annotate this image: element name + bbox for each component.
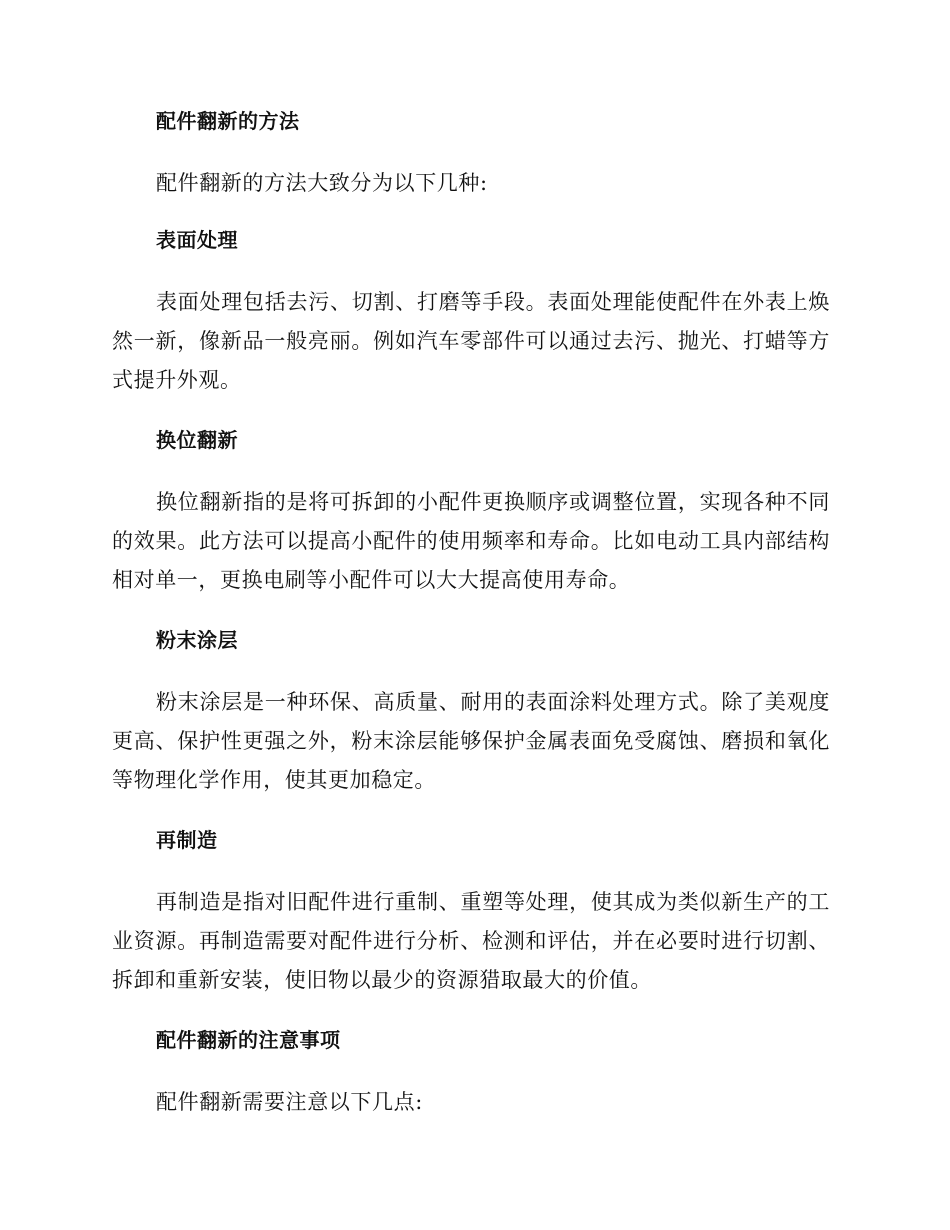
paragraph-powder-coating: 粉末涂层是一种环保、高质量、耐用的表面涂料处理方式。除了美观度更高、保护性更强之外，粉末涂层能够保护金属表面免受腐蚀、磨损和氧化等物理化学作用，使其更加稳定。 [112,690,830,792]
section-heading-remanufacturing: 再制造 [156,828,218,852]
paragraph-methods-intro: 配件翻新的方法大致分为以下几种: [156,171,488,195]
section-heading-precautions: 配件翻新的注意事项 [156,1028,341,1052]
section-heading-surface-treatment: 表面处理 [156,228,238,252]
section-heading-powder-coating: 粉末涂层 [156,628,238,652]
section-heading-position-swap: 换位翻新 [156,428,238,452]
paragraph-position-swap: 换位翻新指的是将可拆卸的小配件更换顺序或调整位置，实现各种不同的效果。此方法可以提高小配件的使用频率和寿命。比如电动工具内部结构相对单一，更换电刷等小配件可以大大提高使用寿命。 [112,490,830,592]
paragraph-precautions-intro: 配件翻新需要注意以下几点: [156,1090,423,1114]
paragraph-remanufacturing: 再制造是指对旧配件进行重制、重塑等处理，使其成为类似新生产的工业资源。再制造需要对配件进行分析、检测和评估，并在必要时进行切割、拆卸和重新安装，使旧物以最少的资源猎取最大的价值。 [112,890,830,992]
paragraph-surface-treatment: 表面处理包括去污、切割、打磨等手段。表面处理能使配件在外表上焕然一新，像新品一般亮丽。例如汽车零部件可以通过去污、抛光、打蜡等方式提升外观。 [112,290,830,392]
document-page [112,106,830,1144]
section-heading-methods: 配件翻新的方法 [156,109,300,133]
